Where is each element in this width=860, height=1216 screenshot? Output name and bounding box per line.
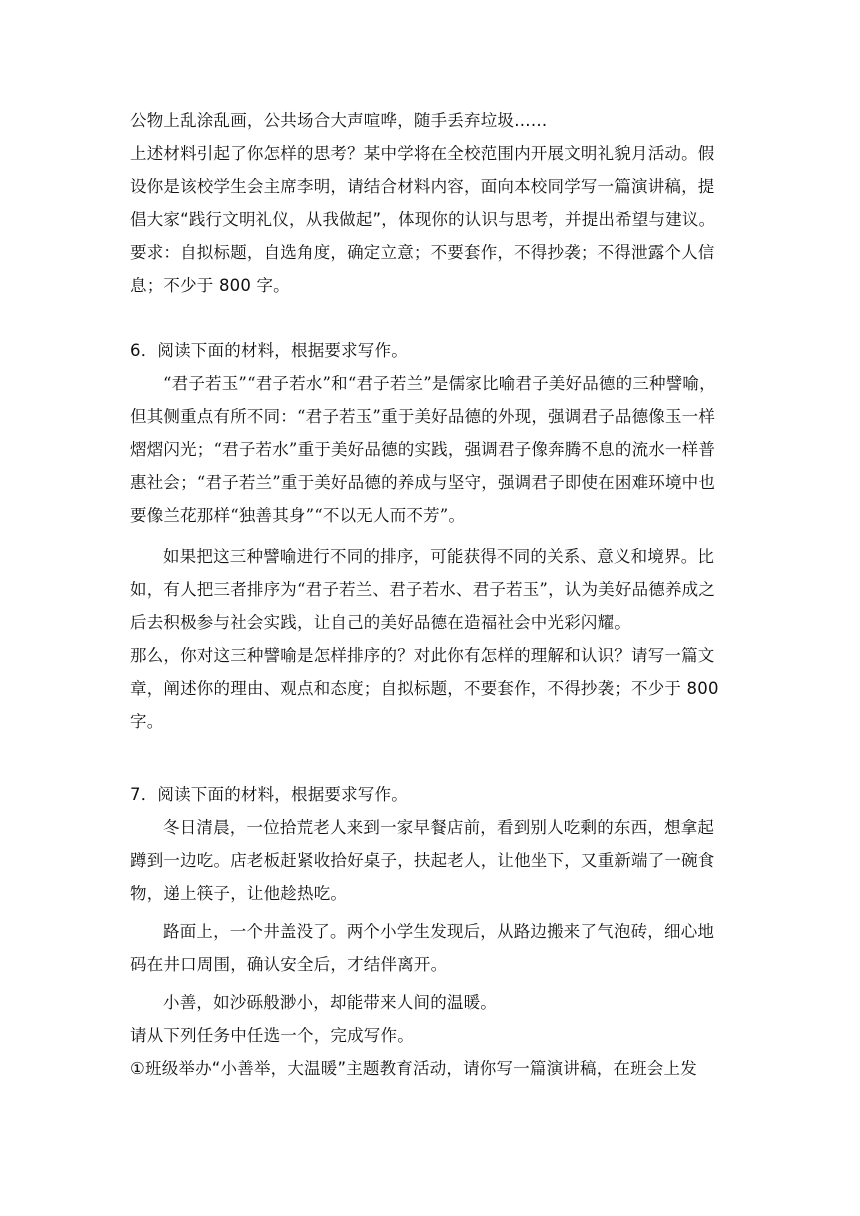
text-line: “君子若玉”“君子若水”和“君子若兰”是儒家比喻君子美好品德的三种譬喻， (163, 374, 716, 393)
text-line: ①班级举办“小善举，大温暖”主题教育活动，请你写一篇演讲稿，在班会上发 (130, 1059, 697, 1078)
text-line: 蹲到一边吃。店老板赶紧收拾好桌子，扶起老人，让他坐下，又重新端了一碗食 (130, 851, 715, 870)
text-line: 小善，如沙砾般渺小，却能带来人间的温暖。 (163, 993, 497, 1012)
question-heading: 6．阅读下面的材料，根据要求写作。 (130, 341, 408, 360)
text-line: 惠社会；“君子若兰”重于美好品德的养成与坚守，强调君子即使在困难环境中也 (130, 473, 716, 492)
text-line: 息；不少于 800 字。 (130, 276, 290, 295)
text-line: 公物上乱涂乱画，公共场合大声喧哗，随手丢弃垃圾…… (130, 111, 548, 130)
question-heading: 7．阅读下面的材料，根据要求写作。 (130, 785, 408, 804)
text-line: 如，有人把三者排序为“君子若兰、君子若水、君子若玉”，认为美好品德养成之 (130, 580, 716, 599)
text-line: 章，阐述你的理由、观点和态度；自拟标题，不要套作，不得抄袭；不少于 800 (130, 679, 719, 698)
text-line: 熠熠闪光；“君子若水”重于美好品德的实践，强调君子像奔腾不息的流水一样普 (130, 440, 716, 459)
text-line: 如果把这三种譬喻进行不同的排序，可能获得不同的关系、意义和境界。比 (163, 547, 715, 566)
text-line: 那么，你对这三种譬喻是怎样排序的？对此你有怎样的理解和认识？请写一篇文 (130, 646, 715, 665)
text-line: 字。 (130, 712, 164, 731)
text-line: 设你是该校学生会主席李明，请结合材料内容，面向本校同学写一篇演讲稿，提 (130, 177, 715, 196)
text-line: 上述材料引起了你怎样的思考？某中学将在全校范围内开展文明礼貌月活动。假 (130, 144, 715, 163)
text-line: 倡大家“践行文明礼仪，从我做起”，体现你的认识与思考，并提出希望与建议。 (130, 210, 716, 229)
text-line: 要像兰花那样“独善其身”“不以无人而不芳”。 (130, 506, 466, 525)
text-line: 请从下列任务中任选一个，完成写作。 (130, 1026, 414, 1045)
text-line: 但其侧重点有所不同：“君子若玉”重于美好品德的外现，强调君子品德像玉一样 (130, 407, 716, 426)
text-line: 物，递上筷子，让他趁热吃。 (130, 884, 348, 903)
text-line: 码在井口周围，确认安全后，才结伴离开。 (130, 955, 448, 974)
text-line: 后去积极参与社会实践，让自己的美好品德在造福社会中光彩闪耀。 (130, 613, 631, 632)
text-line: 要求：自拟标题，自选角度，确定立意；不要套作，不得抄袭；不得泄露个人信 (130, 243, 715, 262)
text-line: 路面上，一个井盖没了。两个小学生发现后，从路边搬来了气泡砖，细心地 (163, 922, 715, 941)
text-line: 冬日清晨，一位拾荒老人来到一家早餐店前，看到别人吃剩的东西，想拿起 (163, 818, 715, 837)
